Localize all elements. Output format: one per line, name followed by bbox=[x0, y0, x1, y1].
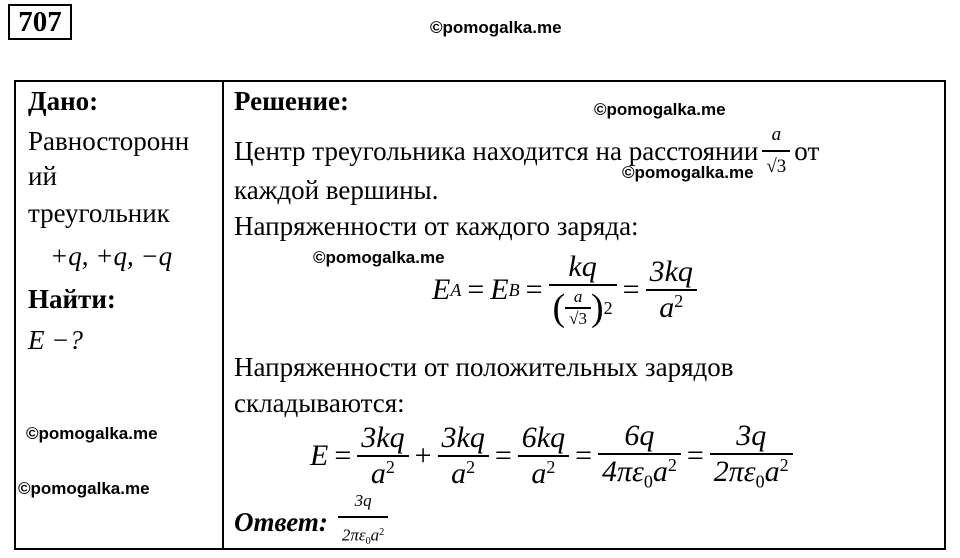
watermark: ©pomogalka.me bbox=[18, 479, 150, 498]
answer-label: Ответ: bbox=[234, 507, 328, 537]
eq1-frac1-num: kq bbox=[568, 250, 597, 283]
answer-den bbox=[338, 518, 388, 557]
solution-line-1 bbox=[234, 120, 819, 182]
answer-fraction bbox=[338, 486, 388, 557]
solution-line-5: складываются: bbox=[234, 388, 405, 418]
eq2-t4-num: 6q bbox=[624, 419, 655, 453]
fraction-numerator: a bbox=[771, 124, 782, 145]
solution-line-1-text: Центр треугольника находится на расстоянии bbox=[234, 136, 759, 166]
eq2-t5-den-text: 2πε bbox=[713, 455, 756, 489]
solution-heading: Решение: bbox=[234, 86, 349, 116]
equals-sign: = bbox=[686, 439, 704, 472]
column-divider bbox=[222, 80, 224, 550]
plus-sign: + bbox=[414, 439, 432, 472]
eq1-inner-den: √3 bbox=[569, 309, 587, 328]
eq1-lhs: E bbox=[432, 273, 451, 306]
given-line-2: ий bbox=[28, 161, 57, 191]
equals-sign: = bbox=[622, 273, 640, 306]
eq2-t2-den bbox=[447, 457, 479, 491]
given-line-1: Равносторонн bbox=[28, 126, 190, 156]
eq2-t5-num: 3q bbox=[736, 419, 767, 453]
eq1-fraction-1 bbox=[549, 250, 617, 330]
solution-line-3: Напряженности от каждого заряда: bbox=[234, 211, 639, 241]
equation-field-each bbox=[432, 242, 697, 338]
answer-exp: 2 bbox=[379, 527, 385, 539]
eq2-t2-num: 3kq bbox=[441, 421, 485, 454]
eq1-frac2-den-var: a bbox=[659, 291, 675, 324]
eq2-term-4 bbox=[598, 419, 681, 492]
find-heading: Найти: bbox=[28, 284, 116, 314]
eq2-term-5 bbox=[710, 419, 793, 492]
eq2-t2-den-var: a bbox=[451, 457, 467, 490]
eq2-term-2 bbox=[438, 421, 489, 491]
eq2-t5-den bbox=[710, 455, 793, 492]
watermark: ©pomogalka.me bbox=[594, 100, 726, 119]
eq2-exp: 2 bbox=[385, 457, 395, 478]
eq2-t3-num: 6kq bbox=[521, 421, 566, 454]
equals-sign: = bbox=[494, 439, 512, 472]
eq2-t3-den-var: a bbox=[531, 457, 547, 490]
eq2-t1-den-var: a bbox=[370, 457, 386, 490]
solution-line-1-suffix: от bbox=[794, 136, 820, 166]
answer-den-tail: a bbox=[370, 526, 380, 546]
equation-field-total bbox=[310, 418, 793, 494]
watermark: ©pomogalka.me bbox=[430, 18, 562, 37]
watermark: ©pomogalka.me bbox=[26, 424, 158, 443]
eq2-t4-den-tail: a bbox=[652, 455, 668, 489]
eq1-exp: 2 bbox=[603, 297, 613, 318]
answer-num: 3q bbox=[354, 491, 372, 511]
watermark: ©pomogalka.me bbox=[313, 248, 445, 267]
eq1-lhs-sub: A bbox=[450, 279, 462, 300]
answer-line bbox=[234, 491, 388, 548]
eq1-frac1-den: ( $\frac{a}{√3}$ ) 2 bbox=[552, 287, 613, 329]
answer-den-text: 2πε bbox=[341, 526, 366, 546]
eq1-inner-num: a bbox=[573, 287, 583, 306]
eq2-exp: 2 bbox=[779, 455, 789, 476]
eq2-exp: 2 bbox=[546, 457, 556, 478]
eq1-fraction-2 bbox=[646, 255, 697, 325]
solution-line-4: Напряженности от положительных зарядов bbox=[234, 352, 734, 382]
answer-sub: 0 bbox=[365, 536, 371, 548]
eq2-t1-num: 3kq bbox=[361, 421, 405, 454]
eq2-term-1 bbox=[357, 421, 408, 491]
given-charges: +q, +q, −q bbox=[50, 241, 173, 271]
eq1-frac2-den bbox=[655, 291, 687, 325]
eq2-t4-den-text: 4πε bbox=[602, 455, 644, 489]
eq2-t4-sub: 0 bbox=[643, 471, 653, 492]
eq2-exp: 2 bbox=[466, 457, 476, 478]
watermark: ©pomogalka.me bbox=[622, 163, 754, 182]
given-heading: Дано: bbox=[28, 86, 99, 116]
eq1-mid-sub: B bbox=[508, 279, 520, 300]
find-value: E −? bbox=[28, 325, 83, 355]
given-line-3: треугольник bbox=[28, 198, 170, 228]
fraction-denominator: √3 bbox=[766, 156, 787, 177]
eq2-t5-den-tail: a bbox=[764, 455, 780, 489]
equals-sign: = bbox=[525, 273, 543, 306]
equals-sign: = bbox=[575, 439, 592, 472]
eq2-t3-den bbox=[527, 457, 559, 491]
eq2-lhs: E bbox=[310, 439, 329, 472]
eq2-exp: 2 bbox=[667, 455, 677, 476]
solution-line-2: каждой вершины. bbox=[234, 175, 439, 205]
equals-sign: = bbox=[467, 273, 485, 306]
eq1-frac2-exp: 2 bbox=[674, 291, 684, 312]
eq1-mid: E bbox=[490, 273, 509, 306]
distance-fraction bbox=[762, 120, 790, 182]
eq1-frac2-num: 3kq bbox=[649, 255, 693, 288]
equals-sign: = bbox=[334, 439, 352, 472]
eq2-t4-den bbox=[598, 455, 681, 492]
eq2-t5-sub: 0 bbox=[755, 471, 765, 492]
problem-number: 707 bbox=[8, 4, 72, 40]
eq2-term-3 bbox=[518, 421, 569, 491]
